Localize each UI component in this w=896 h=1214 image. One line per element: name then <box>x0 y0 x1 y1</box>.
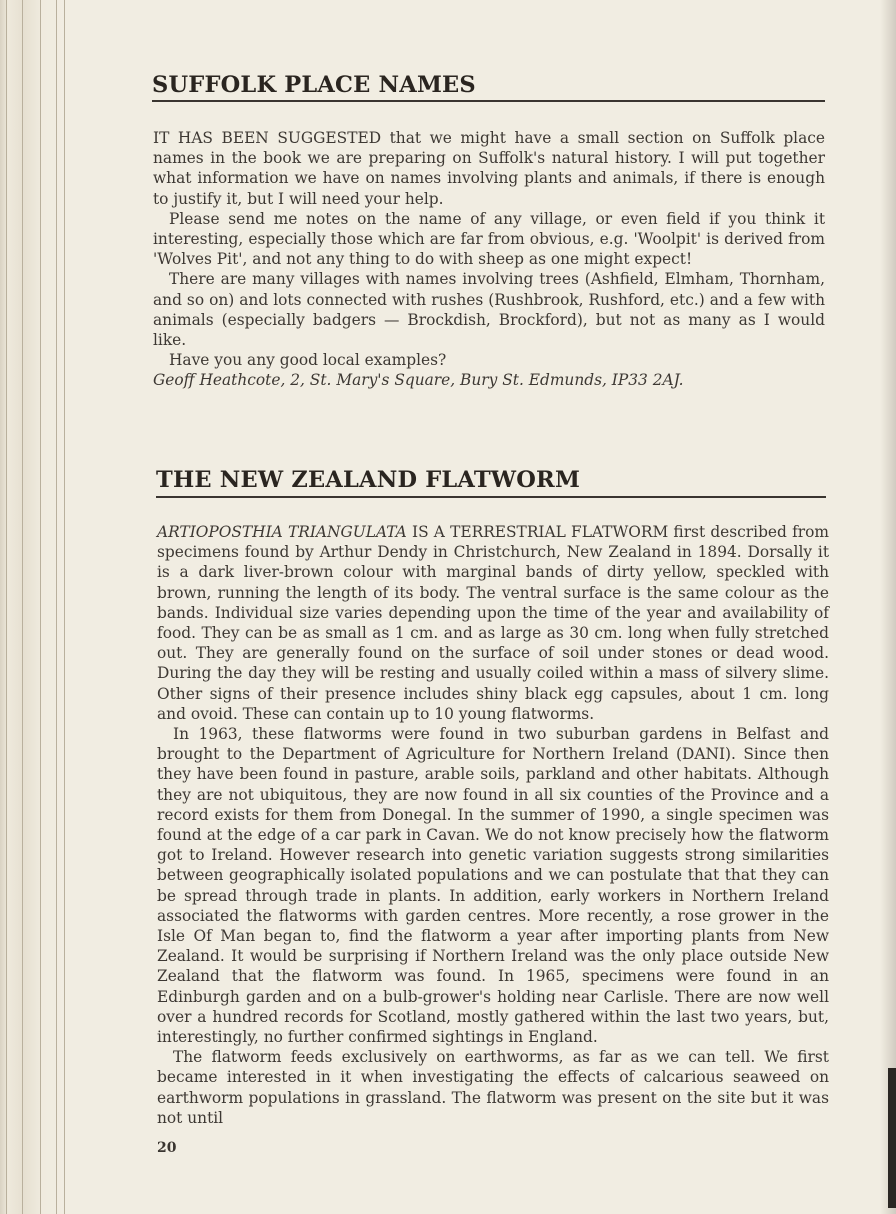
page-edge-line <box>6 0 7 1214</box>
paragraph: The flatworm feeds exclusively on earthworms, as far as we can tell. We first became interested in it when investigating the effects of calcarious seaweed on earthworm populations in grassland. The flatworm was present on the site but it was not until <box>157 1048 829 1127</box>
page-edge-line <box>22 0 23 1214</box>
paragraph: IT HAS BEEN SUGGESTED that we might have a small section on Suffolk place names in the book we are preparing on Suffolk's natural history. I will put together what information we have on names involving plants and animals, if there is enough to justify it, but I will need your help. <box>153 129 825 208</box>
section-title-new-zealand-flatworm: THE NEW ZEALAND FLATWORM <box>156 467 581 493</box>
section-title-suffolk-place-names: SUFFOLK PLACE NAMES <box>152 72 476 98</box>
page-right-shadow <box>880 0 896 1214</box>
page-number: 20 <box>157 1140 177 1156</box>
paragraph: There are many villages with names involving trees (Ashfield, Elmham, Thornham, and so on) and lots connected with rushes (Rushbrook, Rushford, etc.) and a few with animals (especially badgers — Brockdish, Brockford), but not as many as I would like. <box>153 270 825 350</box>
section-body-suffolk-place-names <box>153 128 825 391</box>
paragraph: Have you any good local examples? <box>169 351 447 370</box>
section-body-new-zealand-flatworm <box>157 522 829 1128</box>
paragraph-text: IS A TERRESTRIAL FLATWORM first described from specimens found by Arthur Dendy in Christchurch, New Zealand in 1894. Dorsally it is a dark liver-brown colour with marginal bands of dirty yellow, speckled with brown, running the length of its body. The ventral surface is the same colour as the bands. Individual size varies depending upon the time of the year and availability of food. They can be as small as 1 cm. and as large as 30 cm. long when fully stretched out. They are generally found on the surface of soil under stones or dead wood. During the day they will be resting and usually coiled within a mass of silvery slime. Other signs of their presence includes shiny black egg capsules, about 1 cm. long and ovoid. These can contain up to 10 young flatworms. <box>157 523 829 723</box>
page-edge-mark <box>888 1068 896 1208</box>
title-underline <box>156 496 826 498</box>
page-edge-line <box>40 0 41 1214</box>
species-name: ARTIOPOSTHIA TRIANGULATA <box>157 523 407 541</box>
paragraph: In 1963, these flatworms were found in two suburban gardens in Belfast and brought to the Department of Agriculture for Northern Ireland (DANI). Since then they have been found in pasture, arable soils, parkland and other habitats. Although they are not ubiquitous, they are now found in all six counties of the Province and a record exists for them from Donegal. In the summer of 1990, a single specimen was found at the edge of a car park in Cavan. We do not know precisely how the flatworm got to Ireland. However research into genetic variation suggests strong similarities between geographically isolated populations and we can postulate that that they can be spread through trade in plants. In addition, early workers in Northern Ireland associated the flatworms with garden centres. More recently, a rose grower in the Isle Of Man began to, find the flatworm a year after importing plants from New Zealand. It would be surprising if Northern Ireland was the only place outside New Zealand that the flatworm was found. In 1965, specimens were found in an Edinburgh garden and on a bulb-grower's holding near Carlisle. There are now well over a hundred records for Scotland, mostly gathered within the last two years, but, interestingly, no further confirmed sightings in England. <box>157 725 829 1047</box>
paragraph: Please send me notes on the name of any village, or even field if you think it interesting, especially those which are far from obvious, e.g. 'Woolpit' is derived from 'Wolves Pit', and not any thing to do with sheep as one might expect! <box>153 209 825 269</box>
page-edge-line <box>64 0 65 1214</box>
title-underline <box>152 100 825 102</box>
author-signature: Geoff Heathcote, 2, St. Mary's Square, Bury St. Edmunds, IP33 2AJ. <box>153 371 684 390</box>
page-edge-line <box>56 0 57 1214</box>
paragraph <box>157 522 829 724</box>
